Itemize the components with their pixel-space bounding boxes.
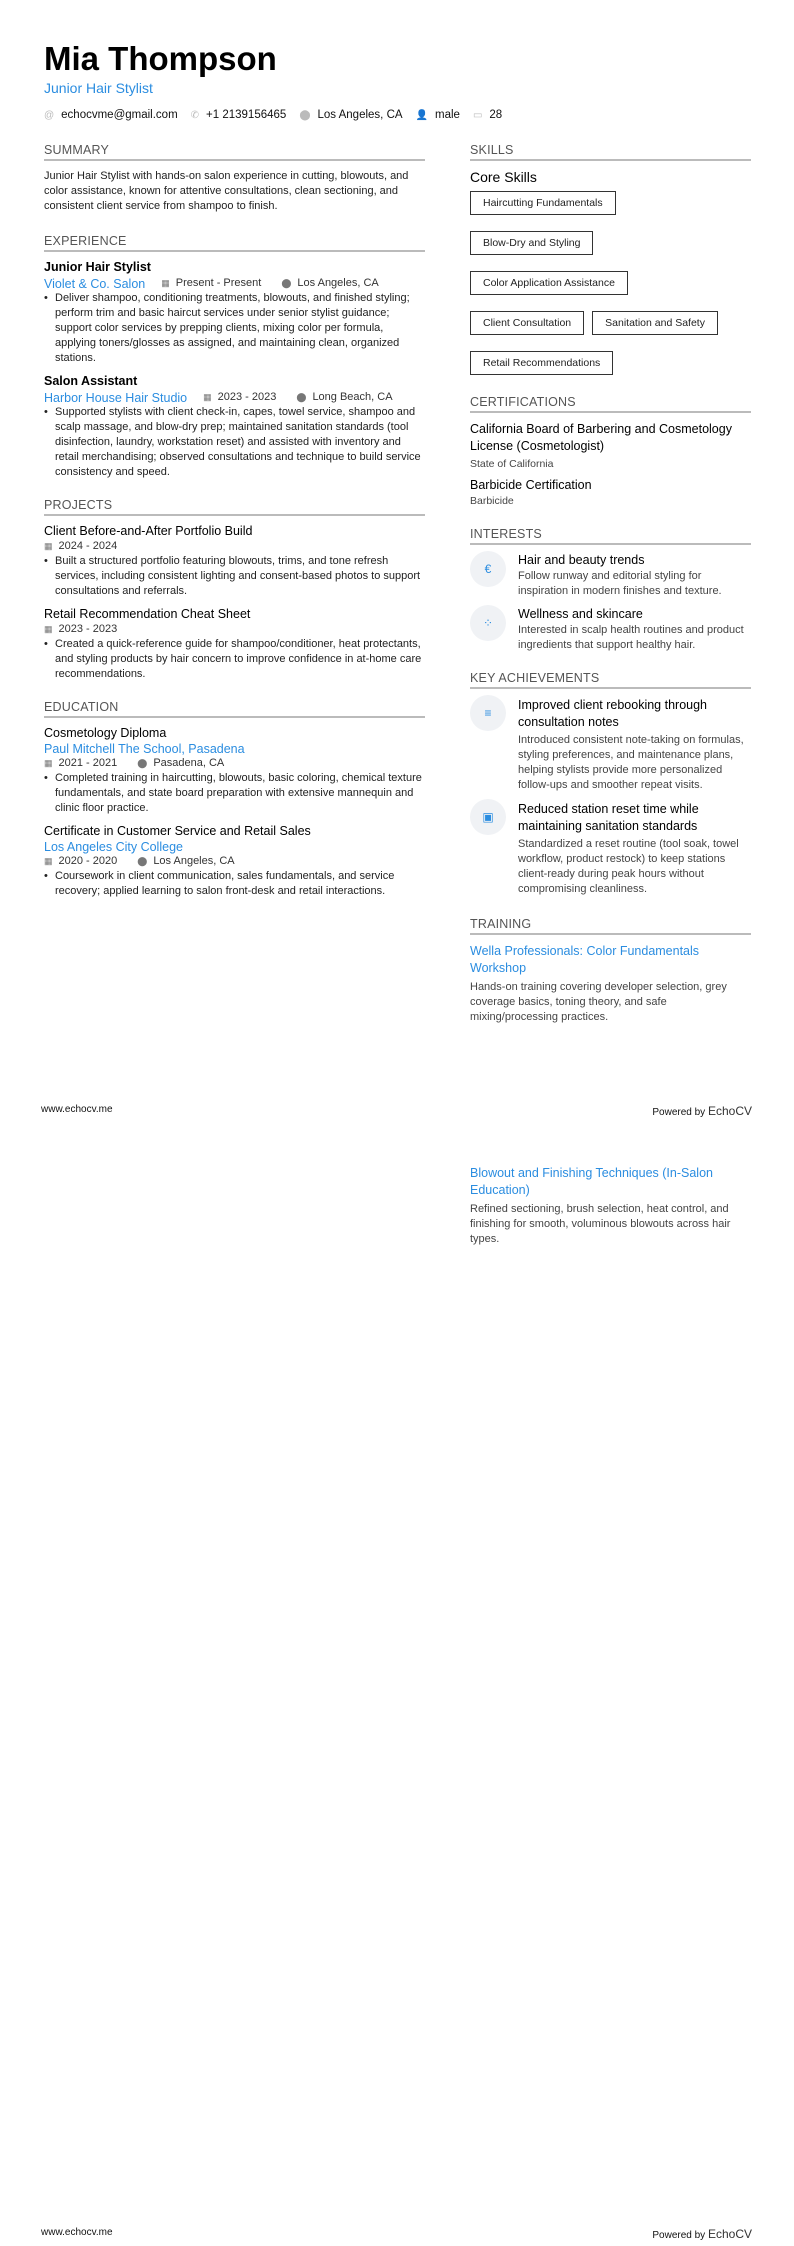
project-name: Retail Recommendation Cheat Sheet: [44, 607, 251, 621]
location-icon: ⬤: [299, 109, 311, 121]
job-role: Salon Assistant: [44, 374, 138, 388]
skill-chip: Retail Recommendations: [470, 351, 613, 375]
achievement-item: [470, 697, 751, 793]
location: Los Angeles, CA: [297, 277, 379, 289]
project-item: [44, 524, 425, 599]
job-role: Junior Hair Stylist: [44, 260, 151, 274]
location: Los Angeles, CA: [317, 109, 403, 121]
skill-chip: Sanitation and Safety: [592, 311, 718, 335]
section-heading: KEY ACHIEVEMENTS: [470, 671, 751, 689]
certification-issuer: State of California: [470, 458, 554, 470]
dates: 2023 - 2023: [58, 623, 118, 635]
bullet: • Created a quick-reference guide for shampoo/conditioner, heat protectants, and styling products by hair concern to improve confidence in at-home care recommendations.: [44, 637, 425, 682]
section-heading: EDUCATION: [44, 700, 425, 718]
location-icon: ⬤: [137, 757, 148, 768]
brand-logo: EchoCV: [707, 1104, 752, 1118]
skill-chip: Client Consultation: [470, 311, 584, 335]
location-icon: ⬤: [137, 855, 148, 866]
dates: 2021 - 2021: [58, 757, 118, 769]
skill-chip: Color Application Assistance: [470, 271, 628, 295]
section-heading: PROJECTS: [44, 498, 425, 516]
calendar-icon: ▦: [161, 277, 170, 288]
age: 28: [489, 109, 503, 121]
bullet: • Coursework in client communication, sales fundamentals, and service recovery; applied learning to salon front-desk and retail interactions.: [44, 869, 425, 899]
footer-powered: [652, 2227, 752, 2241]
interest-item: [470, 553, 751, 599]
dotted-circle-icon: ⁘: [470, 605, 506, 641]
education-item: [44, 726, 425, 816]
calendar-icon: ▦: [44, 540, 53, 551]
training-title: Wella Professionals: Color Fundamentals Workshop: [470, 944, 700, 975]
user-icon: 👤: [415, 109, 428, 121]
interest-text: Interested in scalp health routines and product ingredients that support healthy hair.: [518, 624, 744, 651]
powered-by-label: Powered by: [652, 1107, 706, 1118]
company: Harbor House Hair Studio: [44, 390, 188, 405]
section-heading: SKILLS: [470, 143, 751, 161]
achievement-item: [470, 801, 751, 897]
calendar-icon: ▦: [203, 391, 212, 402]
summary-text: Junior Hair Stylist with hands-on salon experience in cutting, blowouts, and color assistance, known for attentive consultations, clean sectioning, and consistent client service from shampoo to finish.: [44, 170, 409, 212]
interest-item: [470, 607, 751, 653]
section-heading: SUMMARY: [44, 143, 425, 161]
skill-chips: [470, 191, 751, 375]
skill-group-title: Core Skills: [470, 169, 537, 185]
company: Violet & Co. Salon: [44, 276, 146, 291]
training-title: Blowout and Finishing Techniques (In-Salon Education): [470, 1166, 713, 1197]
chip-icon: ▣: [470, 799, 506, 835]
section-heading: TRAINING: [470, 917, 751, 935]
experience-item: [44, 260, 425, 366]
dates: 2020 - 2020: [58, 855, 118, 867]
footer-site-link[interactable]: www.echocv.me: [41, 2227, 113, 2238]
euro-icon: €: [470, 551, 506, 587]
section-heading: EXPERIENCE: [44, 234, 425, 252]
right-column: [470, 1165, 751, 1247]
calendar-icon: ▦: [44, 623, 53, 634]
resume-page-2: [0, 1123, 794, 2246]
location: Long Beach, CA: [312, 391, 393, 403]
project-item: [44, 607, 425, 682]
left-column: [44, 143, 425, 907]
calendar-icon: ▭: [472, 109, 483, 121]
location: Pasadena, CA: [153, 757, 225, 769]
location: Los Angeles, CA: [153, 855, 235, 867]
experience-item: [44, 374, 425, 480]
at-icon: @: [44, 109, 55, 121]
phone[interactable]: +1 2139156465: [206, 109, 287, 121]
bullet: • Supported stylists with client check-in, capes, towel service, shampoo and scalp massage, and blow-dry prep; maintained sanitation standards (tool disinfection, laundry, workstation reset) and assisted with inventory and retail merchandising; observed consultations and technique to build service consistency and speed.: [44, 405, 425, 480]
interest-title: Wellness and skincare: [518, 607, 643, 621]
interest-title: Hair and beauty trends: [518, 553, 645, 567]
calendar-icon: ▦: [44, 855, 53, 866]
location-icon: ⬤: [281, 277, 292, 288]
education-item: [44, 824, 425, 899]
powered-by-label: Powered by: [652, 2230, 706, 2241]
school: Los Angeles City College: [44, 840, 183, 854]
contact-bar: [44, 109, 515, 121]
brand-logo: EchoCV: [707, 2227, 752, 2241]
section-heading: CERTIFICATIONS: [470, 395, 751, 413]
degree: Certificate in Customer Service and Retail Sales: [44, 824, 311, 838]
achievement-text: Standardized a reset routine (tool soak, towel workflow, product restock) to keep stations client-ready during peak hours without compromising cleanliness.: [518, 838, 739, 895]
footer-site-link[interactable]: www.echocv.me: [41, 1104, 113, 1115]
right-column: [470, 143, 751, 1025]
certification-name: California Board of Barbering and Cosmetology License (Cosmetologist): [470, 422, 732, 453]
candidate-name: Mia Thompson: [44, 40, 277, 77]
gender: male: [435, 109, 460, 121]
project-name: Client Before-and-After Portfolio Build: [44, 524, 253, 538]
interest-text: Follow runway and editorial styling for inspiration in modern finishes and texture.: [518, 570, 722, 597]
training-text: Hands-on training covering developer selection, grey coverage basics, toning theory, and safe mixing/processing practices.: [470, 981, 727, 1023]
calendar-icon: ▦: [44, 757, 53, 768]
training-text: Refined sectioning, brush selection, heat control, and finishing for smooth, voluminous blowouts across hair types.: [470, 1203, 731, 1245]
school: Paul Mitchell The School, Pasadena: [44, 742, 245, 756]
skill-chip: Haircutting Fundamentals: [470, 191, 616, 215]
achievement-text: Introduced consistent note-taking on formulas, styling preferences, and maintenance plans, helping stylists provide more personalized follow-ups and smoother repeat visits.: [518, 734, 744, 791]
skill-chip: Blow-Dry and Styling: [470, 231, 593, 255]
phone-icon: ✆: [190, 109, 200, 121]
dates: 2023 - 2023: [217, 391, 277, 403]
bullet: • Built a structured portfolio featuring blowouts, trims, and tone refresh services, including consistent lighting and consent-based photos to support consultations and referrals.: [44, 554, 425, 599]
bullet: • Completed training in haircutting, blowouts, basic coloring, chemical texture fundamentals, and state board preparation with extensive mannequin and clinic floor practice.: [44, 771, 425, 816]
certification-name: Barbicide Certification: [470, 478, 592, 492]
achievement-title: Reduced station reset time while maintaining sanitation standards: [518, 802, 699, 833]
dates: 2024 - 2024: [58, 540, 118, 552]
section-heading: INTERESTS: [470, 527, 751, 545]
footer-powered: [652, 1104, 752, 1118]
candidate-title: Junior Hair Stylist: [44, 80, 153, 96]
location-icon: ⬤: [296, 391, 307, 402]
certification-issuer: Barbicide: [470, 495, 514, 507]
lines-icon: ≡: [470, 695, 506, 731]
bullet: • Deliver shampoo, conditioning treatments, blowouts, and finished styling; perform trim and basic haircut services under senior stylist guidance; support color services by prepping clients, mixing color per formula, applying toners/glosses as assigned, and maintaining clean, organized stations.: [44, 291, 425, 366]
email[interactable]: echocvme@gmail.com: [61, 109, 178, 121]
achievement-title: Improved client rebooking through consultation notes: [518, 698, 708, 729]
dates: Present - Present: [175, 277, 262, 289]
degree: Cosmetology Diploma: [44, 726, 167, 740]
